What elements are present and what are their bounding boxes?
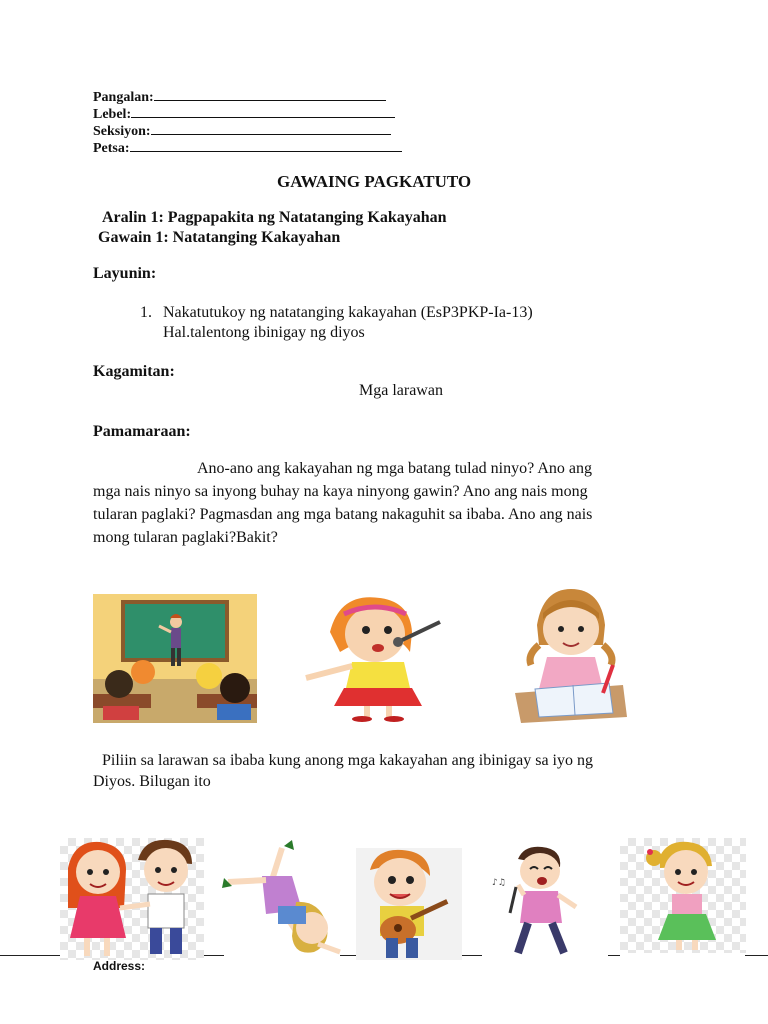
procedure-heading: Pamamaraan: (93, 423, 191, 440)
procedure-line-3: tularan paglaki? Pagmasdan ang mga batang nakaguhit sa ibaba. Ano ang nais (93, 506, 593, 523)
section-label: Seksiyon: (93, 124, 151, 139)
activity-heading: Gawain 1: Natatanging Kakayahan (98, 229, 341, 246)
objective-number: 1. (140, 304, 152, 321)
materials-heading: Kagamitan: (93, 363, 175, 380)
objective-line-2: Hal.talentong ibinigay ng diyos (163, 324, 365, 341)
name-field (93, 88, 386, 106)
section-field (93, 122, 391, 140)
section-blank[interactable] (151, 122, 391, 135)
singing-boy-picture[interactable] (488, 845, 592, 960)
footer-divider (608, 955, 620, 956)
svg-text:♪♫: ♪♫ (492, 878, 506, 888)
lesson-heading: Aralin 1: Pagpapakita ng Natatanging Kakayahan (102, 209, 447, 226)
level-field (93, 105, 395, 123)
date-field (93, 139, 402, 157)
name-blank[interactable] (154, 88, 386, 101)
date-label: Petsa: (93, 141, 130, 156)
procedure-line-4: mong tularan paglaki?Bakit? (93, 529, 278, 546)
procedure-line-2: mga nais ninyo sa inyong buhay na kaya ninyong gawin? Ano ang nais mong (93, 483, 588, 500)
materials-value: Mga larawan (359, 382, 443, 399)
page-title: GAWAING PAGKATUTO (277, 172, 472, 191)
instruction-line-1: Piliin sa larawan sa ibaba kung anong mga kakayahan ang ibinigay sa iyo ng (102, 752, 593, 769)
objective-line-1: Nakatutukoy ng natatanging kakayahan (EsP3PKP-Ia-13) (163, 304, 533, 321)
footer-divider (462, 955, 482, 956)
instruction-line-2: Diyos. Bilugan ito (93, 773, 211, 790)
guitar-boy-picture[interactable] (356, 848, 462, 960)
level-blank[interactable] (131, 105, 395, 118)
writing-girl-picture (513, 585, 629, 725)
footer-divider (745, 955, 768, 956)
date-blank[interactable] (130, 139, 402, 152)
footer-divider (204, 955, 224, 956)
footer-divider (0, 955, 62, 956)
dancing-kids-picture[interactable] (60, 838, 204, 960)
classroom-teacher-picture (93, 594, 257, 723)
level-label: Lebel: (93, 107, 132, 122)
address-label: Address: (93, 959, 146, 973)
procedure-line-1: Ano-ano ang kakayahan ng mga batang tulad ninyo? Ano ang (197, 460, 592, 477)
tumbling-girl-picture[interactable] (222, 840, 346, 960)
name-label: Pangalan: (93, 90, 154, 105)
happy-girl-picture[interactable] (620, 838, 746, 953)
objective-heading: Layunin: (93, 265, 157, 282)
singing-girl-picture (300, 592, 450, 722)
